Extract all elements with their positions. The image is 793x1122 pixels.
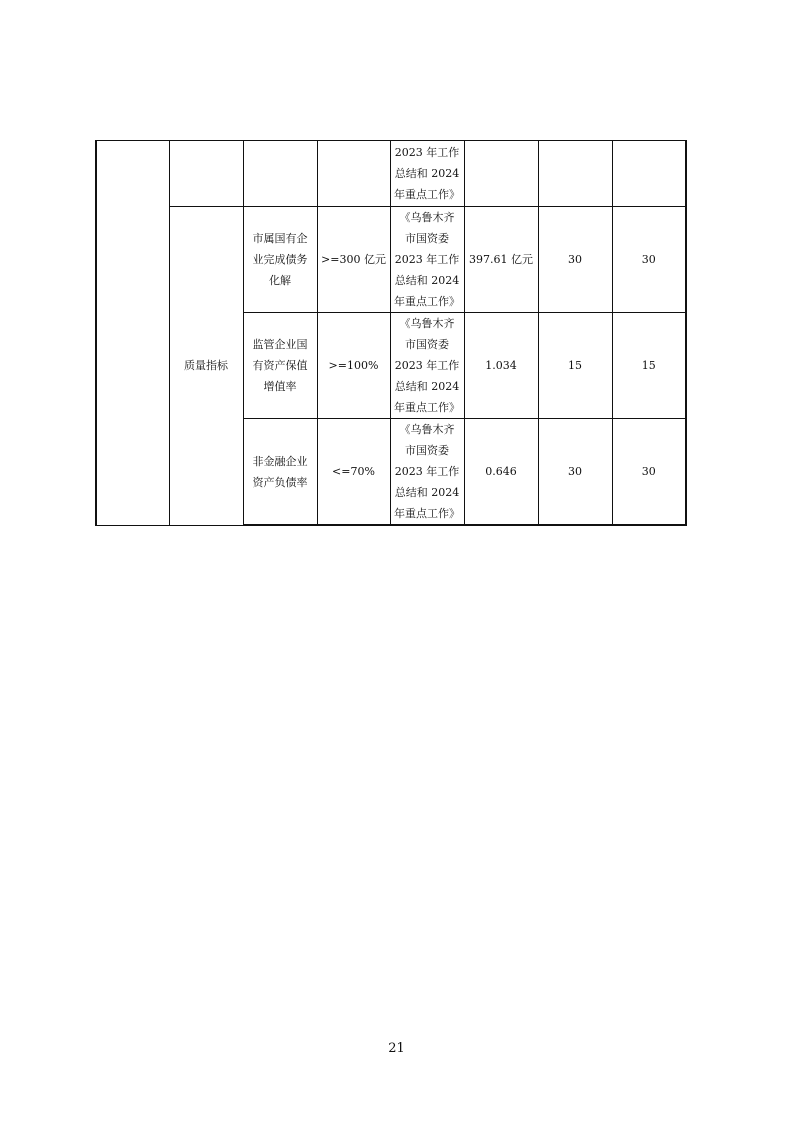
table-cell-indicator	[243, 313, 317, 419]
table-cell-weight	[538, 419, 612, 526]
indicator-line: 业完成债务	[252, 253, 308, 266]
target-value: <=70%	[332, 465, 375, 478]
table-cell-actual	[464, 419, 538, 526]
source-line: 2023 年工作	[394, 146, 460, 159]
table-cell-actual	[464, 207, 538, 313]
table-cell-score	[612, 313, 686, 419]
source-line: 总结和 2024	[394, 274, 460, 287]
actual-value: 0.646	[485, 465, 517, 478]
weight-value: 30	[568, 253, 582, 266]
source-line: 市国资委	[405, 444, 449, 457]
category-label: 质量指标	[184, 359, 228, 373]
table-cell-score	[612, 207, 686, 313]
table-cell-target	[317, 419, 390, 526]
source-line: 市国资委	[405, 338, 449, 351]
indicator-line: 监管企业国	[252, 338, 308, 351]
actual-value: 397.61 亿元	[469, 253, 533, 266]
source-line: 2023 年工作	[394, 465, 460, 478]
source-line: 2023 年工作	[394, 359, 460, 372]
table-cell-category	[169, 207, 243, 526]
weight-value: 15	[568, 359, 582, 372]
indicator-line: 资产负债率	[252, 475, 308, 489]
source-line: 《乌鲁木齐	[399, 317, 455, 330]
source-line: 年重点工作》	[394, 401, 460, 414]
actual-value: 1.034	[485, 359, 517, 372]
table-cell-blank	[243, 141, 317, 207]
source-line: 《乌鲁木齐	[399, 211, 455, 224]
table-cell-blank	[169, 141, 243, 207]
table-cell-actual	[464, 313, 538, 419]
table-cell-source	[390, 141, 464, 207]
source-line: 总结和 2024	[394, 380, 460, 393]
source-line: 总结和 2024	[394, 486, 460, 499]
source-line: 总结和 2024	[394, 167, 460, 180]
source-line: 年重点工作》	[394, 295, 460, 308]
indicator-line: 增值率	[263, 380, 297, 393]
weight-value: 30	[568, 465, 582, 478]
score-value: 30	[641, 253, 656, 266]
source-line: 市国资委	[405, 232, 449, 245]
indicator-line: 非金融企业	[252, 454, 308, 468]
score-value: 15	[641, 359, 656, 372]
table-row-continued	[96, 141, 686, 207]
table-cell-weight	[538, 313, 612, 419]
indicator-line: 市属国有企	[252, 232, 308, 245]
table-cell-target	[317, 313, 390, 419]
table-cell-blank	[612, 141, 686, 207]
table-cell-source	[390, 419, 464, 526]
table-cell-indicator	[243, 207, 317, 313]
table-row	[96, 207, 686, 313]
page-number: 21	[388, 1041, 405, 1056]
indicator-line: 有资产保值	[252, 359, 308, 372]
table-cell-weight	[538, 207, 612, 313]
score-value: 30	[641, 465, 656, 478]
table-cell-target	[317, 207, 390, 313]
source-line: 2023 年工作	[394, 253, 460, 266]
target-value: >=300 亿元	[321, 253, 386, 266]
indicator-line: 化解	[269, 274, 291, 287]
table-cell-score	[612, 419, 686, 526]
table-cell-indicator	[243, 419, 317, 526]
table-cell-source	[390, 313, 464, 419]
table-cell-blank-outer	[96, 141, 169, 526]
table-cell-blank	[464, 141, 538, 207]
source-line: 年重点工作》	[394, 188, 460, 201]
indicator-table	[95, 140, 687, 526]
table-cell-source	[390, 207, 464, 313]
table-cell-blank	[317, 141, 390, 207]
source-line: 年重点工作》	[394, 507, 460, 520]
target-value: >=100%	[328, 359, 379, 372]
table-cell-blank	[538, 141, 612, 207]
source-line: 《乌鲁木齐	[399, 423, 455, 436]
